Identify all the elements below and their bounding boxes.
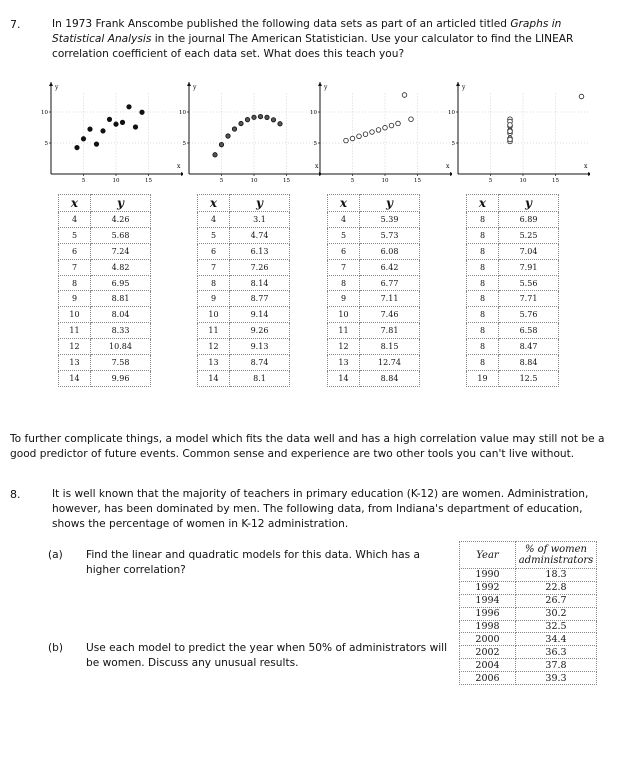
part-b-text: Use each model to predict the year when 50% of administrators will be women. Discuss any unusual results.	[86, 642, 448, 669]
cell-x: 8	[467, 243, 499, 259]
cell-x: 8	[467, 212, 499, 228]
cell-x: 14	[198, 370, 230, 386]
cell-y: 6.42	[360, 259, 420, 275]
x-axis-label: x	[584, 163, 588, 170]
cell-x: 8	[467, 307, 499, 323]
y-axis-arrow	[49, 82, 53, 86]
x-tick-label: 5	[488, 178, 493, 184]
table-row	[467, 243, 559, 259]
cell-x: 10	[328, 307, 360, 323]
table-row	[198, 370, 290, 386]
table-row	[59, 227, 151, 243]
cell-y: 12.74	[360, 355, 420, 371]
table-row	[460, 646, 597, 659]
data-point	[376, 128, 381, 133]
cell-y: 8.15	[360, 339, 420, 355]
data-point	[383, 125, 388, 130]
data-table-4	[466, 194, 559, 387]
cell-x: 8	[328, 275, 360, 291]
cell-year: 1996	[460, 607, 516, 620]
cell-x: 8	[467, 275, 499, 291]
table-row	[59, 243, 151, 259]
cell-x: 12	[328, 339, 360, 355]
part-a-text: Find the linear and quadratic models for this data. Which has a higher correlation?	[86, 549, 420, 576]
cell-x: 8	[467, 227, 499, 243]
table-row	[59, 355, 151, 371]
cell-year: 1992	[460, 581, 516, 594]
cell-year: 2002	[460, 646, 516, 659]
cell-x: 11	[198, 323, 230, 339]
data-point	[350, 136, 355, 141]
data-point	[245, 117, 249, 121]
cell-x: 4	[328, 212, 360, 228]
cell-y: 7.24	[91, 243, 151, 259]
data-point	[232, 127, 236, 131]
cell-y: 6.58	[499, 323, 559, 339]
table-row	[328, 243, 420, 259]
table-row	[328, 291, 420, 307]
x-axis-label: x	[446, 163, 450, 170]
data-point	[344, 138, 349, 143]
cell-x: 5	[59, 227, 91, 243]
cell-y: 9.96	[91, 370, 151, 386]
cell-y: 9.14	[230, 307, 290, 323]
table-row	[59, 307, 151, 323]
x-tick-label: 10	[112, 178, 120, 184]
col-header-y: y	[230, 195, 290, 212]
table-row	[467, 323, 559, 339]
data-point	[140, 110, 144, 114]
col-header-x: x	[467, 195, 499, 212]
data-point	[114, 122, 118, 126]
cell-y: 6.95	[91, 275, 151, 291]
cell-x: 14	[59, 370, 91, 386]
cell-y: 4.74	[230, 227, 290, 243]
y-tick-label: 5	[451, 141, 455, 147]
cell-x: 12	[59, 339, 91, 355]
cell-y: 3.1	[230, 212, 290, 228]
x-tick-label: 15	[552, 178, 559, 184]
cell-y: 8.1	[230, 370, 290, 386]
cell-y: 8.84	[499, 355, 559, 371]
col-header-percent: % of women administrators	[516, 542, 597, 569]
y-axis-arrow	[318, 82, 322, 86]
x-tick-label: 5	[219, 178, 224, 184]
cell-percent: 30.2	[516, 607, 597, 620]
cell-x: 7	[198, 259, 230, 275]
y-axis-arrow	[456, 82, 460, 86]
table-row	[460, 594, 597, 607]
x-axis-label: x	[315, 163, 319, 170]
data-point	[94, 142, 98, 146]
anscombe-plot-1	[33, 78, 183, 190]
x-tick-label: 10	[519, 178, 527, 184]
data-point	[133, 125, 137, 129]
data-point	[271, 118, 275, 122]
data-point	[402, 93, 407, 98]
problem-8-number: 8.	[10, 488, 21, 501]
cell-y: 8.14	[230, 275, 290, 291]
cell-x: 10	[198, 307, 230, 323]
cell-x: 8	[467, 323, 499, 339]
table-row	[328, 212, 420, 228]
col-header-x: x	[328, 195, 360, 212]
data-point	[508, 137, 513, 142]
cell-x: 13	[59, 355, 91, 371]
col-header-y: y	[91, 195, 151, 212]
table-row	[328, 370, 420, 386]
article-title: Graphs in Statistical Analysis	[52, 18, 562, 45]
cell-x: 9	[59, 291, 91, 307]
cell-y: 7.26	[230, 259, 290, 275]
cell-year: 2004	[460, 659, 516, 672]
cell-y: 8.74	[230, 355, 290, 371]
data-point	[127, 105, 131, 109]
table-row	[198, 291, 290, 307]
cell-y: 6.77	[360, 275, 420, 291]
x-tick-label: 10	[381, 178, 389, 184]
cell-x: 12	[198, 339, 230, 355]
y-tick-label: 5	[44, 141, 48, 147]
col-header-y: y	[499, 195, 559, 212]
problem-7-text	[52, 17, 612, 62]
data-point	[88, 127, 92, 131]
table-row	[467, 291, 559, 307]
cell-percent: 26.7	[516, 594, 597, 607]
cell-percent: 34.4	[516, 633, 597, 646]
data-point	[278, 122, 282, 126]
data-point	[107, 117, 111, 121]
cell-percent: 22.8	[516, 581, 597, 594]
data-point	[81, 137, 85, 141]
cell-x: 19	[467, 370, 499, 386]
cell-x: 6	[198, 243, 230, 259]
data-point	[508, 129, 513, 134]
cell-x: 8	[467, 259, 499, 275]
cell-x: 8	[198, 275, 230, 291]
y-axis-label: y	[55, 84, 59, 91]
cell-y: 6.08	[360, 243, 420, 259]
cell-percent: 18.3	[516, 569, 597, 582]
women-administrators-table	[459, 541, 597, 685]
x-tick-label: 5	[81, 178, 86, 184]
problem-8-text: It is well known that the majority of teachers in primary education (K-12) are women. Administration, however, has been dominated by men. The following data, from Indiana's department of education, shows the percentage of women in K-12 administration.	[52, 488, 589, 530]
table-row	[467, 307, 559, 323]
cell-x: 9	[328, 291, 360, 307]
col-header-x: x	[198, 195, 230, 212]
data-point	[258, 114, 262, 118]
table-row	[328, 227, 420, 243]
cell-y: 8.47	[499, 339, 559, 355]
col-header-x: x	[59, 195, 91, 212]
cell-y: 7.58	[91, 355, 151, 371]
cell-x: 7	[59, 259, 91, 275]
cell-x: 5	[198, 227, 230, 243]
table-row	[59, 370, 151, 386]
cell-y: 4.82	[91, 259, 151, 275]
cell-x: 7	[328, 259, 360, 275]
cell-x: 4	[59, 212, 91, 228]
table-row	[198, 307, 290, 323]
cell-y: 7.11	[360, 291, 420, 307]
cell-x: 8	[467, 291, 499, 307]
cell-percent: 39.3	[516, 672, 597, 685]
cell-y: 4.26	[91, 212, 151, 228]
table-row	[198, 212, 290, 228]
data-point	[101, 129, 105, 133]
x-tick-label: 15	[414, 178, 421, 184]
cell-y: 7.46	[360, 307, 420, 323]
table-row	[328, 307, 420, 323]
table-row	[59, 339, 151, 355]
data-point	[579, 94, 584, 99]
cell-y: 8.33	[91, 323, 151, 339]
table-row	[460, 581, 597, 594]
cell-percent: 32.5	[516, 620, 597, 633]
x-tick-label: 15	[283, 178, 290, 184]
y-tick-label: 10	[448, 110, 455, 116]
y-tick-label: 10	[179, 110, 186, 116]
cell-y: 8.81	[91, 291, 151, 307]
cell-y: 9.26	[230, 323, 290, 339]
cell-y: 5.56	[499, 275, 559, 291]
cell-y: 5.68	[91, 227, 151, 243]
cell-x: 13	[198, 355, 230, 371]
anscombe-plot-3	[302, 78, 452, 190]
cell-percent: 37.8	[516, 659, 597, 672]
table-row	[198, 339, 290, 355]
y-axis-arrow	[187, 82, 191, 86]
table-row	[59, 291, 151, 307]
table-row	[198, 323, 290, 339]
table-row	[460, 607, 597, 620]
table-row	[198, 275, 290, 291]
x-tick-label: 15	[145, 178, 152, 184]
table-row	[460, 672, 597, 685]
col-header-year: Year	[460, 542, 516, 569]
cell-x: 6	[59, 243, 91, 259]
table-row	[198, 243, 290, 259]
table-row	[59, 212, 151, 228]
cell-y: 5.76	[499, 307, 559, 323]
cell-year: 2000	[460, 633, 516, 646]
table-row	[460, 569, 597, 582]
table-row	[467, 275, 559, 291]
table-row	[59, 323, 151, 339]
cell-x: 5	[328, 227, 360, 243]
table-row	[198, 355, 290, 371]
cell-y: 6.89	[499, 212, 559, 228]
y-tick-label: 10	[41, 110, 48, 116]
y-axis-label: y	[462, 84, 466, 91]
y-axis-label: y	[324, 84, 328, 91]
table-row	[467, 212, 559, 228]
cell-percent: 36.3	[516, 646, 597, 659]
cell-x: 8	[59, 275, 91, 291]
anscombe-plot-4	[440, 78, 590, 190]
data-point	[239, 121, 243, 125]
cell-x: 11	[328, 323, 360, 339]
problem-7-text-a: In 1973 Frank Anscombe published the following data sets as part of an articled titled	[52, 18, 511, 30]
table-row	[467, 370, 559, 386]
data-point	[357, 134, 362, 139]
data-point	[389, 123, 394, 128]
cell-x: 13	[328, 355, 360, 371]
cell-year: 2006	[460, 672, 516, 685]
cell-y: 9.13	[230, 339, 290, 355]
cell-year: 1994	[460, 594, 516, 607]
cell-year: 1990	[460, 569, 516, 582]
y-tick-label: 5	[313, 141, 317, 147]
cell-y: 7.81	[360, 323, 420, 339]
cell-y: 5.73	[360, 227, 420, 243]
table-row	[460, 659, 597, 672]
cell-y: 5.25	[499, 227, 559, 243]
anscombe-plot-2	[171, 78, 321, 190]
data-table-1	[58, 194, 151, 387]
data-point	[363, 132, 368, 137]
x-axis-label: x	[177, 163, 181, 170]
table-row	[328, 275, 420, 291]
table-row	[198, 227, 290, 243]
table-row	[328, 323, 420, 339]
data-point	[252, 115, 256, 119]
cell-x: 9	[198, 291, 230, 307]
cell-y: 6.13	[230, 243, 290, 259]
col-header-y: y	[360, 195, 420, 212]
data-point	[265, 115, 269, 119]
x-tick-label: 10	[250, 178, 258, 184]
y-tick-label: 5	[182, 141, 186, 147]
data-point	[213, 153, 217, 157]
cell-y: 5.39	[360, 212, 420, 228]
cell-y: 8.04	[91, 307, 151, 323]
cell-y: 8.77	[230, 291, 290, 307]
data-point	[396, 121, 401, 126]
cell-x: 6	[328, 243, 360, 259]
note-paragraph: To further complicate things, a model which fits the data well and has a high correlation value may still not be a good predictor of future events. Common sense and experience are two other tools you can't live without.	[10, 433, 605, 460]
problem-7-number: 7.	[10, 18, 21, 31]
table-row	[328, 355, 420, 371]
cell-y: 7.71	[499, 291, 559, 307]
table-row	[460, 633, 597, 646]
x-tick-label: 5	[350, 178, 355, 184]
part-a-label: (a)	[48, 549, 63, 561]
table-row	[59, 275, 151, 291]
problem-7-text-b: in the journal The American Statistician. Use your calculator to find the LINEAR correlation coefficient of each data set. What does this teach you?	[52, 33, 574, 60]
data-table-3	[327, 194, 420, 387]
table-row	[460, 620, 597, 633]
table-row	[467, 355, 559, 371]
cell-x: 10	[59, 307, 91, 323]
cell-y: 7.91	[499, 259, 559, 275]
table-row	[198, 259, 290, 275]
table-row	[467, 339, 559, 355]
table-row	[467, 227, 559, 243]
cell-y: 8.84	[360, 370, 420, 386]
table-row	[328, 339, 420, 355]
data-point	[370, 130, 375, 135]
part-b-label: (b)	[48, 642, 63, 654]
y-tick-label: 10	[310, 110, 317, 116]
data-point	[75, 145, 79, 149]
data-point	[219, 142, 223, 146]
cell-y: 10.84	[91, 339, 151, 355]
cell-x: 8	[467, 355, 499, 371]
cell-x: 14	[328, 370, 360, 386]
table-row	[467, 259, 559, 275]
data-point	[120, 120, 124, 124]
table-row	[59, 259, 151, 275]
cell-year: 1998	[460, 620, 516, 633]
data-point	[409, 117, 414, 122]
data-point	[226, 134, 230, 138]
table-row	[328, 259, 420, 275]
y-axis-label: y	[193, 84, 197, 91]
cell-x: 4	[198, 212, 230, 228]
cell-y: 7.04	[499, 243, 559, 259]
cell-x: 11	[59, 323, 91, 339]
data-table-2	[197, 194, 290, 387]
cell-x: 8	[467, 339, 499, 355]
data-point	[508, 123, 513, 128]
x-axis-arrow	[588, 172, 590, 176]
cell-y: 12.5	[499, 370, 559, 386]
